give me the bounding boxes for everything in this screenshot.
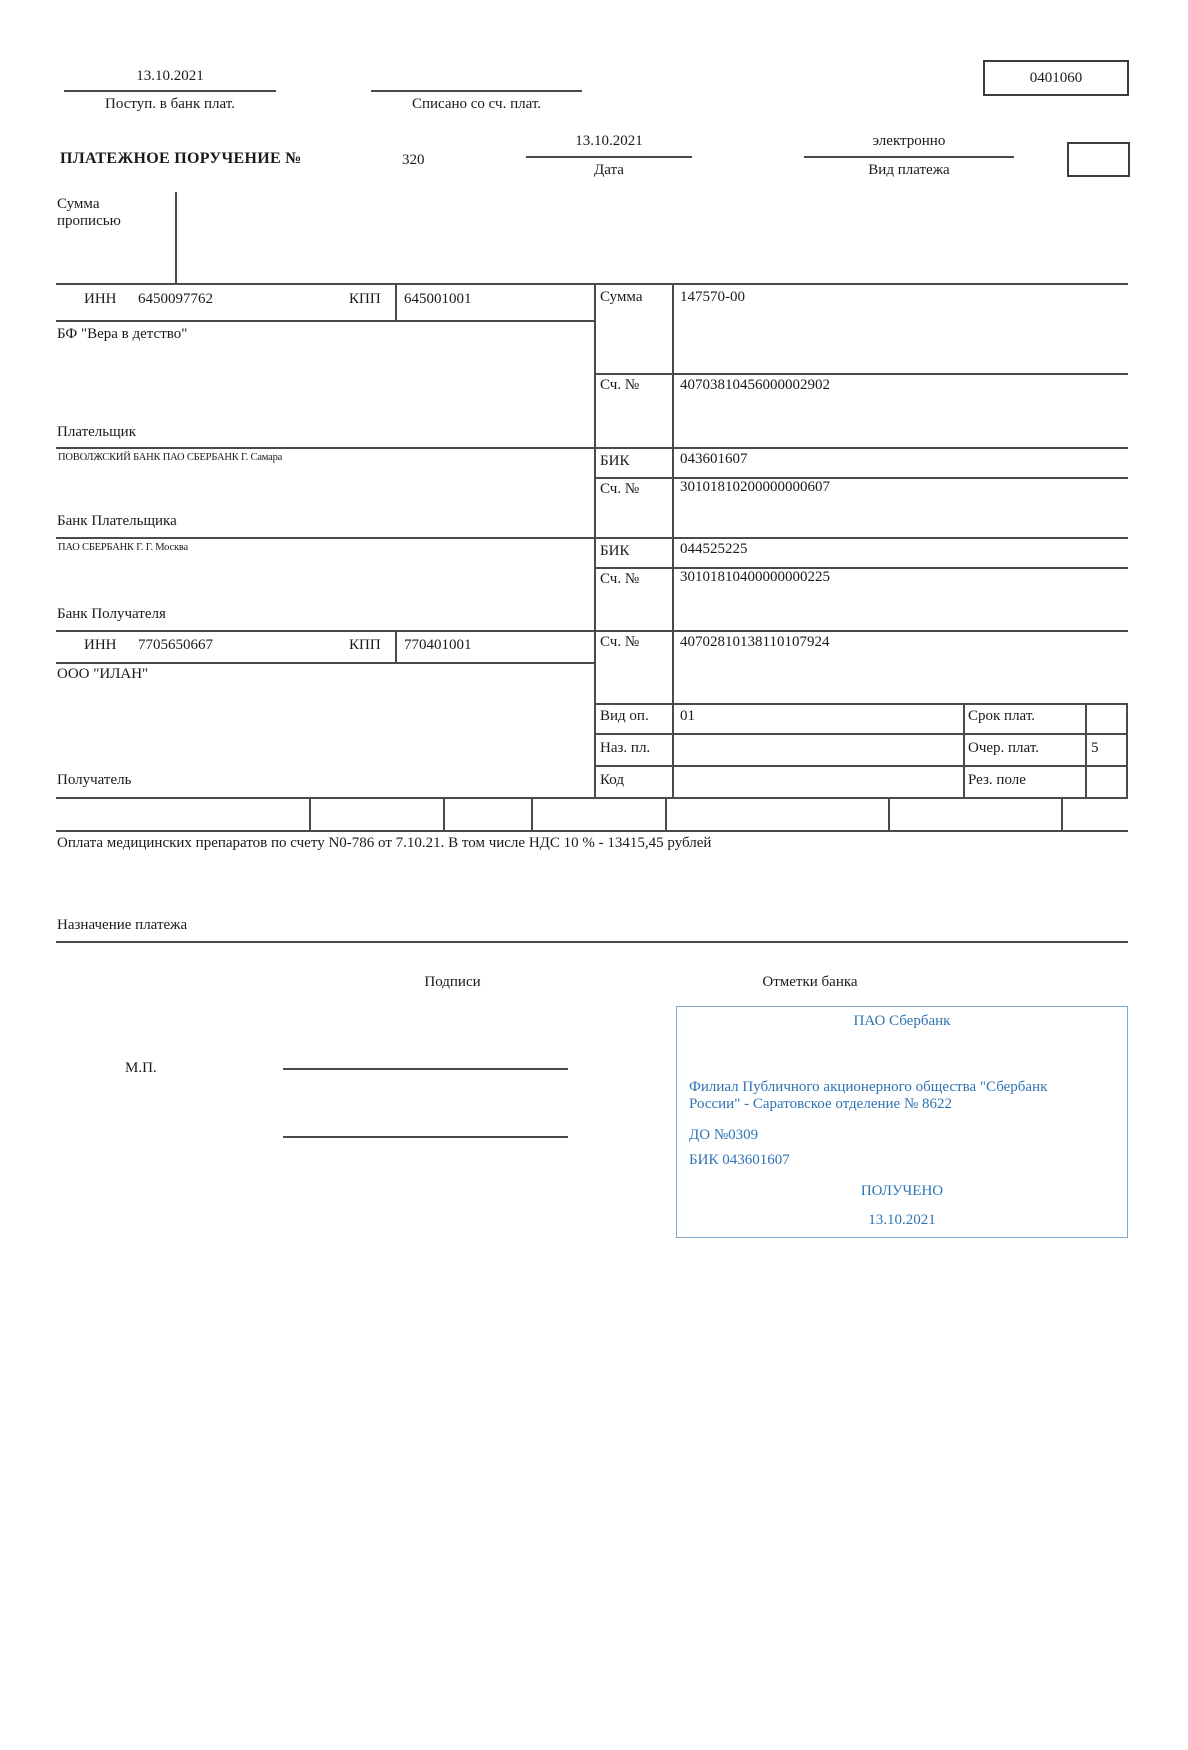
bank-stamp-box xyxy=(676,1006,1128,1238)
table-border xyxy=(531,797,533,830)
divider-line xyxy=(526,156,692,158)
table-border xyxy=(56,283,1128,285)
table-border xyxy=(56,662,594,664)
payer-kpp-label: КПП xyxy=(349,291,381,307)
payer-bank-label: Банк Плательщика xyxy=(57,513,177,529)
bank-stamp-branch: Филиал Публичного акционерного общества "Сбербанк России" - Саратовское отделение № 8622 xyxy=(689,1079,1048,1112)
table-border xyxy=(56,320,594,322)
payer-bank-account-value: 30101810200000000607 xyxy=(680,479,830,495)
table-border xyxy=(665,797,667,830)
payer-kpp-value: 645001001 xyxy=(404,291,472,307)
table-border xyxy=(1126,703,1128,797)
beneficiary-bank-bik-label: БИК xyxy=(600,543,630,559)
operation-type-value: 01 xyxy=(680,708,695,724)
bank-stamp-title: ПАО Сбербанк xyxy=(853,1013,951,1029)
payer-inn-label: ИНН xyxy=(84,291,117,307)
table-border xyxy=(1061,797,1063,830)
beneficiary-label: Получатель xyxy=(57,772,132,788)
bank-stamp-date: 13.10.2021 xyxy=(868,1212,936,1228)
purpose-code-label: Наз. пл. xyxy=(600,740,651,756)
payer-name: БФ "Вера в детство" xyxy=(57,326,188,342)
signature-line xyxy=(283,1068,568,1070)
received-label: Поступ. в банк плат. xyxy=(105,96,235,112)
table-border xyxy=(56,797,1128,799)
table-border xyxy=(594,765,1128,767)
bank-marks-label: Отметки банка xyxy=(762,974,858,990)
divider-line xyxy=(64,90,276,92)
table-border xyxy=(56,630,1128,632)
table-border xyxy=(443,797,445,830)
due-date-label: Срок плат. xyxy=(968,708,1036,724)
beneficiary-name: ООО "ИЛАН" xyxy=(57,666,149,682)
table-border xyxy=(56,830,1128,832)
payer-bank-name: ПОВОЛЖСКИЙ БАНК ПАО СБЕРБАНК Г. Самара xyxy=(58,452,283,463)
payer-account-label: Сч. № xyxy=(600,377,640,393)
beneficiary-inn-value: 7705650667 xyxy=(138,637,213,653)
table-border xyxy=(594,477,1128,479)
table-border xyxy=(594,703,1128,705)
beneficiary-kpp-value: 770401001 xyxy=(404,637,472,653)
beneficiary-account-label: Сч. № xyxy=(600,634,640,650)
beneficiary-bank-label: Банк Получателя xyxy=(57,606,166,622)
table-border xyxy=(594,567,1128,569)
bank-stamp-bik: БИК 043601607 xyxy=(689,1152,790,1168)
seal-label: М.П. xyxy=(125,1060,157,1076)
payer-label: Плательщик xyxy=(57,424,136,440)
payment-kind-label: Вид платежа xyxy=(868,162,950,178)
table-border xyxy=(56,537,1128,539)
divider-line xyxy=(804,156,1014,158)
payer-account-value: 40703810456000002902 xyxy=(680,377,830,393)
table-border xyxy=(963,703,965,797)
bank-stamp-office: ДО №0309 xyxy=(689,1127,759,1143)
table-border xyxy=(1085,703,1087,797)
code-label: Код xyxy=(600,772,624,788)
table-border xyxy=(594,283,596,797)
beneficiary-kpp-label: КПП xyxy=(349,637,381,653)
priority-label: Очер. плат. xyxy=(968,740,1039,756)
table-border xyxy=(395,283,397,320)
bank-stamp-status: ПОЛУЧЕНО xyxy=(860,1183,944,1199)
signature-line xyxy=(283,1136,568,1138)
divider-line xyxy=(175,192,177,283)
table-border xyxy=(594,373,1128,375)
payment-kind-value: электронно xyxy=(872,133,946,149)
payer-inn-value: 6450097762 xyxy=(138,291,213,307)
sum-value: 147570-00 xyxy=(680,289,745,305)
beneficiary-bank-account-label: Сч. № xyxy=(600,571,640,587)
amount-in-words-label: Сумма прописью xyxy=(57,196,121,229)
beneficiary-bank-bik-value: 044525225 xyxy=(680,541,748,557)
document-number: 320 xyxy=(402,152,425,168)
form-code-box xyxy=(983,60,1129,96)
signatures-label: Подписи xyxy=(424,974,481,990)
operation-type-label: Вид оп. xyxy=(600,708,649,724)
beneficiary-account-value: 40702810138110107924 xyxy=(680,634,830,650)
empty-status-box xyxy=(1067,142,1130,177)
beneficiary-bank-name: ПАО СБЕРБАНК Г. Г. Москва xyxy=(58,542,188,553)
divider-line xyxy=(56,941,1128,943)
beneficiary-bank-account-value: 30101810400000000225 xyxy=(680,569,830,585)
payer-bank-bik-value: 043601607 xyxy=(680,451,748,467)
table-border xyxy=(594,733,1128,735)
date-value: 13.10.2021 xyxy=(575,133,643,149)
document-title: ПЛАТЕЖНОЕ ПОРУЧЕНИЕ № xyxy=(60,150,302,167)
table-border xyxy=(395,630,397,662)
table-border xyxy=(888,797,890,830)
priority-value: 5 xyxy=(1091,740,1099,756)
purpose-label: Назначение платежа xyxy=(57,917,188,933)
reserve-field-label: Рез. поле xyxy=(968,772,1026,788)
debited-label: Списано со сч. плат. xyxy=(411,96,542,112)
table-border xyxy=(309,797,311,830)
table-border xyxy=(672,283,674,797)
form-code: 0401060 xyxy=(1029,69,1083,86)
received-date: 13.10.2021 xyxy=(136,68,204,84)
date-label: Дата xyxy=(594,162,624,178)
divider-line xyxy=(371,90,582,92)
payer-bank-account-label: Сч. № xyxy=(600,481,640,497)
payer-bank-bik-label: БИК xyxy=(600,453,630,469)
sum-label: Сумма xyxy=(600,289,643,305)
beneficiary-inn-label: ИНН xyxy=(84,637,117,653)
table-border xyxy=(56,447,1128,449)
purpose-text: Оплата медицинских препаратов по счету N0-786 от 7.10.21. В том числе НДС 10 % - 13415,45 рублей xyxy=(57,835,712,851)
